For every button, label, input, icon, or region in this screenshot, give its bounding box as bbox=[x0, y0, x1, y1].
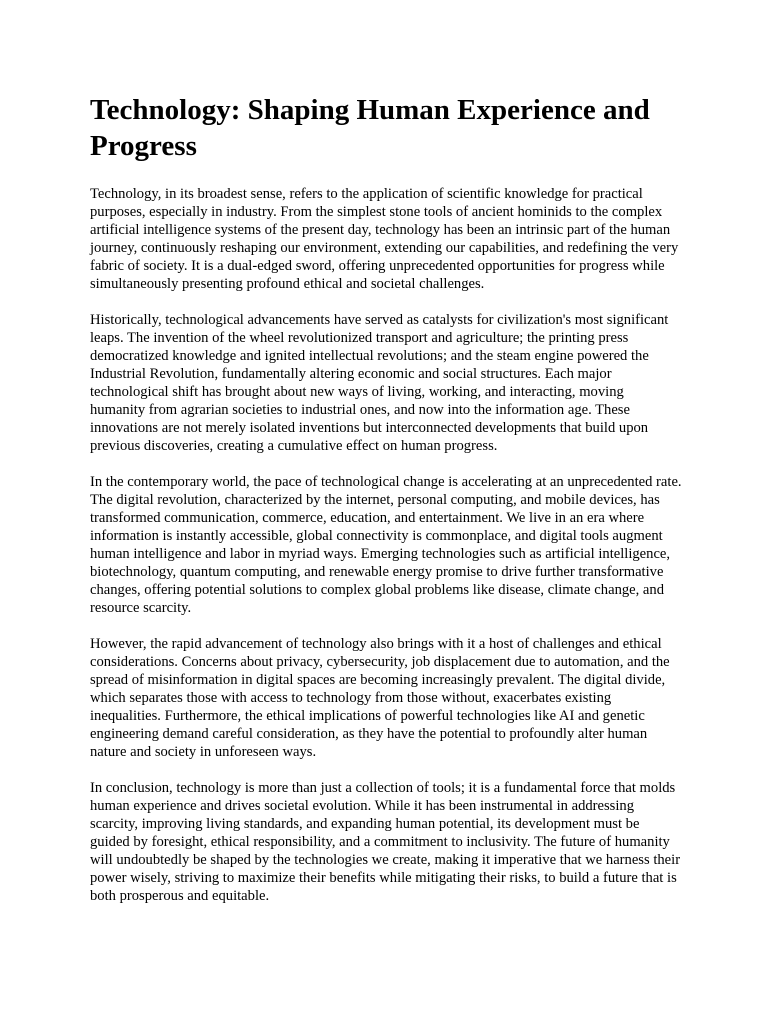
paragraph-history: Historically, technological advancements have served as catalysts for civilization's most significant leaps. The invention of the wheel revolutionized transport and agriculture; the printing press democratized knowledge and ignited intellectual revolutions; and the steam engine powered the Industrial Revolution, fundamentally altering economic and social structures. Each major technological shift has brought about new ways of living, working, and interacting, moving humanity from agrarian societies to industrial ones, and now into the information age. These innovations are not merely isolated inventions but interconnected developments that build upon previous discoveries, creating a cumulative effect on human progress. bbox=[90, 312, 669, 454]
paragraph-challenges: However, the rapid advancement of technology also brings with it a host of challenges and ethical considerations. Concerns about privacy, cybersecurity, job displacement due to automation, and the spread of misinformation in digital spaces are becoming increasingly prevalent. The digital divide, which separates those with access to technology from those without, exacerbates existing inequalities. Furthermore, the ethical implications of powerful technologies like AI and genetic engineering demand careful consideration, as they have the potential to profoundly alter human nature and society in unforeseen ways. bbox=[90, 636, 670, 760]
paragraph-conclusion: In conclusion, technology is more than just a collection of tools; it is a fundamental force that molds human experience and drives societal evolution. While it has been instrumental in addressing scarcity, improving living standards, and expanding human potential, its development must be guided by foresight, ethical responsibility, and a commitment to inclusivity. The future of humanity will undoubtedly be shaped by the technologies we create, making it imperative that we harness their power wisely, striving to maximize their benefits while mitigating their risks, to build a future that is both prosperous and equitable. bbox=[90, 780, 681, 904]
document-page bbox=[90, 92, 682, 923]
paragraph-introduction: Technology, in its broadest sense, refers to the application of scientific knowledge for practical purposes, especially in industry. From the simplest stone tools of ancient hominids to the complex artificial intelligence systems of the present day, technology has been an intrinsic part of the human journey, continuously reshaping our environment, extending our capabilities, and redefining the very fabric of society. It is a dual-edged sword, offering unprecedented opportunities for progress while simultaneously presenting profound ethical and societal challenges. bbox=[90, 186, 679, 292]
document-title: Technology: Shaping Human Experience and Progress bbox=[90, 94, 650, 162]
paragraph-contemporary: In the contemporary world, the pace of technological change is accelerating at an unprecedented rate. The digital revolution, characterized by the internet, personal computing, and mobile devices, has transformed communication, commerce, education, and entertainment. We live in an era where information is instantly accessible, global connectivity is commonplace, and digital tools augment human intelligence and labor in myriad ways. Emerging technologies such as artificial intelligence, biotechnology, quantum computing, and renewable energy promise to drive further transformative changes, offering potential solutions to complex global problems like disease, climate change, and resource scarcity. bbox=[90, 474, 682, 616]
